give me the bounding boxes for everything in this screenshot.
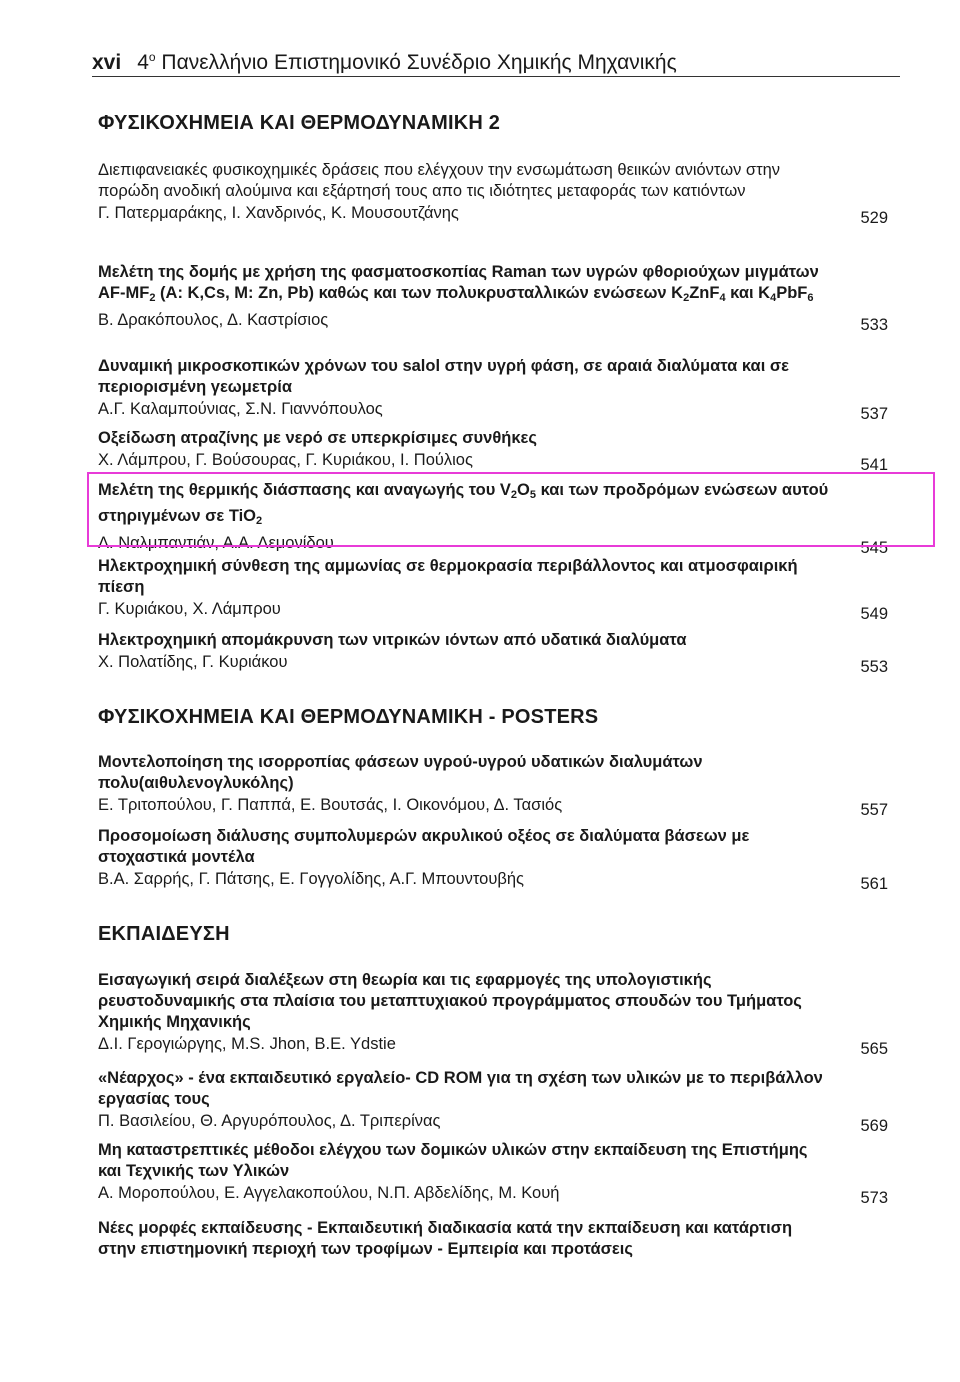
entry-page: 569 [860, 1117, 888, 1135]
entry-page: 529 [860, 209, 888, 227]
entry-page: 549 [860, 605, 888, 623]
entry-title: «Νέαρχος» - ένα εκπαιδευτικό εργαλείο- CD ROM για τη σχέση των υλικών με το περιβάλλον εργασίας τους [98, 1069, 823, 1108]
entry-title: Δυναμική μικροσκοπικών χρόνων του salol στην υγρή φάση, σε αραιά διαλύματα και σε περιορισμένη γεωμετρία [98, 357, 789, 396]
entry-page: 541 [860, 456, 888, 474]
entry-authors: Λ. Ναλμπαντιάν, Α.Α. Λεμονίδου [98, 534, 334, 552]
entry-title: Νέες μορφές εκπαίδευσης - Εκπαιδευτική διαδικασία κατά την εκπαίδευση και κατάρτιση στην επιστημονική περιοχή των τροφίμων - Εμπειρία και προτάσεις [98, 1219, 793, 1258]
entry-authors: Γ. Κυριάκου, Χ. Λάμπρου [98, 600, 281, 618]
toc-entry [98, 556, 888, 623]
highlight-box [87, 472, 935, 547]
entry-page: 557 [860, 801, 888, 819]
entry-page: 565 [860, 1040, 888, 1058]
conference-title: Πανελλήνιο Επιστημονικό Συνέδριο Χημικής Μηχανικής [161, 51, 677, 74]
entry-authors: Β. Δρακόπουλος, Δ. Καστρίσιος [98, 311, 329, 329]
entry-authors: Π. Βασιλείου, Θ. Αργυρόπουλος, Δ. Τριπερίνας [98, 1112, 441, 1130]
toc-entry [98, 356, 888, 423]
toc-entry [98, 262, 888, 334]
entry-title: Προσομοίωση διάλυσης συμπολυμερών ακρυλικού οξέος σε διαλύματα βάσεων με στοχαστικά μοντέλα [98, 827, 750, 866]
conf-ordinal: $4^o$ [137, 50, 156, 74]
toc-entry [98, 1068, 888, 1135]
entry-page: 561 [860, 875, 888, 893]
entry-title: Μελέτη της θερμικής διάσπασης και αναγωγής του $V_2O_5$ και των προδρόμων ενώσεων αυτού στηριγμένων σε TiO$_2$ [98, 481, 829, 527]
section-title-physchem-2: ΦΥΣΙΚΟΧΗΜΕΙΑ ΚΑΙ ΘΕΡΜΟΔΥΝΑΜΙΚΗ 2 [98, 112, 501, 134]
entry-authors: Β.Α. Σαρρής, Γ. Πάτσης, Ε. Γογγολίδης, Α.Γ. Μπουντουβής [98, 870, 525, 888]
section-title-education: ΕΚΠΑΙΔΕΥΣΗ [98, 923, 230, 945]
page-number-label: xvi [92, 51, 122, 74]
entry-page: 533 [860, 316, 888, 334]
entry-page: 537 [860, 405, 888, 423]
entry-title: Μη καταστρεπτικές μέθοδοι ελέγχου των δομικών υλικών στην εκπαίδευση της Επιστήμης και Τεχνικής των Υλικών [98, 1141, 808, 1180]
section-title-physchem-posters: ΦΥΣΙΚΟΧΗΜΕΙΑ ΚΑΙ ΘΕΡΜΟΔΥΝΑΜΙΚΗ - POSTERS [98, 706, 599, 728]
toc-entry [98, 826, 888, 893]
toc-entry [98, 1218, 888, 1260]
toc-entry [98, 752, 888, 819]
toc-entry [98, 160, 888, 227]
entry-title: Μελέτη της δομής με χρήση της φασματοσκοπίας Raman των υγρών φθοριούχων μιγμάτων $AF-MF_2$ (A: K,Cs, M: Zn, Pb) καθώς και των πολυκρυσταλλικών ενώσεων $K_2ZnF_4$ και $K_4PbF_6$ [98, 263, 819, 304]
entry-title: Ηλεκτροχημική απομάκρυνση των νιτρικών ιόντων από υδατικά διαλύματα [98, 631, 687, 649]
toc-entry [98, 1140, 888, 1207]
entry-title: Ηλεκτροχημική σύνθεση της αμμωνίας σε θερμοκρασία περιβάλλοντος και ατμοσφαιρική πίεση [98, 557, 798, 596]
header-rule [92, 76, 900, 77]
entry-authors: Δ.Ι. Γερογιώργης, M.S. Jhon, B.E. Ydstie [98, 1035, 396, 1053]
entry-title: Οξείδωση ατραζίνης με νερό σε υπερκρίσιμες συνθήκες [98, 429, 537, 447]
entry-authors: Α. Μοροπούλου, Ε. Αγγελακοπούλου, Ν.Π. Αβδελίδης, Μ. Κουή [98, 1184, 560, 1202]
toc-entry [98, 428, 888, 474]
toc-entry [98, 970, 888, 1058]
entry-authors: Α.Γ. Καλαμπούνιας, Σ.Ν. Γιαννόπουλος [98, 400, 383, 418]
toc-entry [98, 630, 888, 676]
entry-title: Εισαγωγική σειρά διαλέξεων στη θεωρία και τις εφαρμογές της υπολογιστικής ρευστοδυναμικής στα πλαίσια του μεταπτυχιακού προγράμματος σπουδών του Τμήματος Χημικής Μηχανικής [98, 971, 802, 1031]
entry-authors: Χ. Πολατίδης, Γ. Κυριάκου [98, 653, 288, 671]
page-header [92, 44, 900, 76]
entry-authors: Ε. Τριτοπούλου, Γ. Παππά, Ε. Βουτσάς, Ι. Οικονόμου, Δ. Τασιός [98, 796, 563, 814]
entry-authors: Χ. Λάμπρου, Γ. Βούσουρας, Γ. Κυριάκου, Ι. Πούλιος [98, 451, 473, 469]
entry-authors: Γ. Πατερμαράκης, Ι. Χανδρινός, Κ. Μουσουτζάνης [98, 204, 459, 222]
entry-title: Μοντελοποίηση της ισορροπίας φάσεων υγρού-υγρού υδατικών διαλυμάτων πολυ(αιθυλενογλυκόλης) [98, 753, 703, 792]
entry-page: 553 [860, 658, 888, 676]
entry-page: 545 [860, 539, 888, 557]
entry-page: 573 [860, 1189, 888, 1207]
entry-title: Διεπιφανειακές φυσικοχημικές δράσεις που ελέγχουν την ενσωμάτωση θειικών ανιόντων στην πορώδη ανοδική αλούμινα και εξάρτησή τους απο τις ιδιότητες μεταφοράς των κατιόντων [98, 161, 781, 200]
